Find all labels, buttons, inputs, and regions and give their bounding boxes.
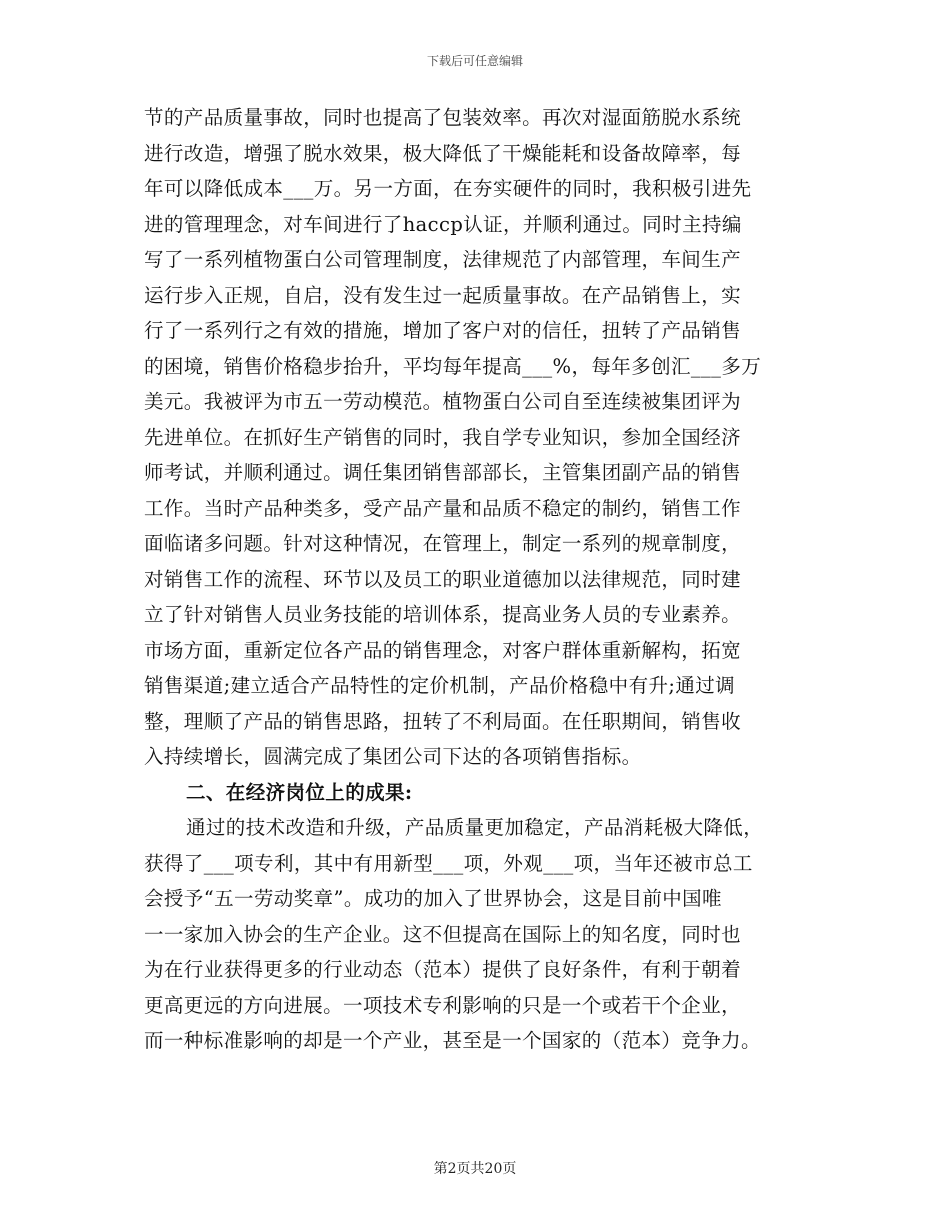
paragraph-line: 立了针对销售人员业务技能的培训体系，提高业务人员的专业素养。 [144, 603, 742, 626]
paragraph-line: 销售渠道;建立适合产品特性的定价机制，产品价格稳中有升;通过调 [144, 674, 736, 697]
paragraph-line: 运行步入正规，自启，没有发生过一起质量事故。在产品销售上，实 [144, 283, 742, 307]
paragraph-line: 整，理顺了产品的销售思路，扭转了不利局面。在任职期间，销售收 [144, 709, 742, 733]
paragraph-line: 进的管理理念，对车间进行了haccp认证，并顺利通过。同时主持编 [144, 212, 742, 236]
paragraph-line: 年可以降低成本___万。另一方面，在夯实硬件的同时，我积极引进先 [144, 177, 752, 200]
page-footer: 第2页共20页 [433, 1161, 517, 1177]
paragraph-line: 写了一系列植物蛋白公司管理制度，法律规范了内部管理，车间生产 [144, 248, 742, 271]
paragraph-line: 为在行业获得更多的行业动态（范本）提供了良好条件，有利于朝着 [144, 958, 742, 981]
paragraph-line: 的困境，销售价格稳步抬升，平均每年提高___%，每年多创汇___多万 [144, 354, 762, 378]
paragraph-line: 面临诸多问题。针对这种情况，在管理上，制定一系列的规章制度， [144, 532, 742, 555]
paragraph-line: 更高更远的方向进展。一项技术专利影响的只是一个或若干个企业， [144, 993, 742, 1017]
paragraph-line: 会授予“五一劳动奖章”。成功的加入了世界协会，这是目前中国唯 [144, 887, 722, 910]
paragraph-line: 行了一系列行之有效的措施，增加了客户对的信任，扭转了产品销售 [144, 319, 742, 342]
paragraph-line: 节的产品质量事故，同时也提高了包装效率。再次对湿面筋脱水系统 [144, 106, 742, 129]
document-body [144, 100, 814, 1059]
paragraph-line: 通过的技术改造和升级，产品质量更加稳定，产品消耗极大降低， [186, 816, 764, 839]
paragraph-line: 工作。当时产品种类多，受产品产量和品质不稳定的制约，销售工作 [144, 496, 742, 520]
section-heading: 二、在经济岗位上的成果: [186, 780, 413, 804]
paragraph-line: 市场方面，重新定位各产品的销售理念，对客户群体重新解构，拓宽 [144, 638, 742, 662]
paragraph-line: 而一种标准影响的却是一个产业，甚至是一个国家的（范本）竞争力。 [144, 1029, 761, 1052]
paragraph-line: 进行改造，增强了脱水效果，极大降低了干燥能耗和设备故障率，每 [144, 141, 742, 165]
paragraph-line: 一一家加入协会的生产企业。这不但提高在国际上的知名度，同时也 [144, 922, 742, 946]
paragraph-line: 获得了___项专利，其中有用新型___项，外观___项，当年还被市总工 [144, 851, 753, 875]
page-header: 下载后可任意编辑 [426, 54, 523, 68]
paragraph-line: 师考试，并顺利通过。调任集团销售部部长，主管集团副产品的销售 [144, 461, 742, 484]
paragraph-line: 入持续增长，圆满完成了集团公司下达的各项销售指标。 [144, 745, 642, 768]
paragraph-line: 美元。我被评为市五一劳动模范。植物蛋白公司自至连续被集团评为 [144, 390, 742, 413]
paragraph-line: 对销售工作的流程、环节以及员工的职业道德加以法律规范，同时建 [144, 567, 742, 591]
paragraph-line: 先进单位。在抓好生产销售的同时，我自学专业知识，参加全国经济 [144, 425, 742, 449]
